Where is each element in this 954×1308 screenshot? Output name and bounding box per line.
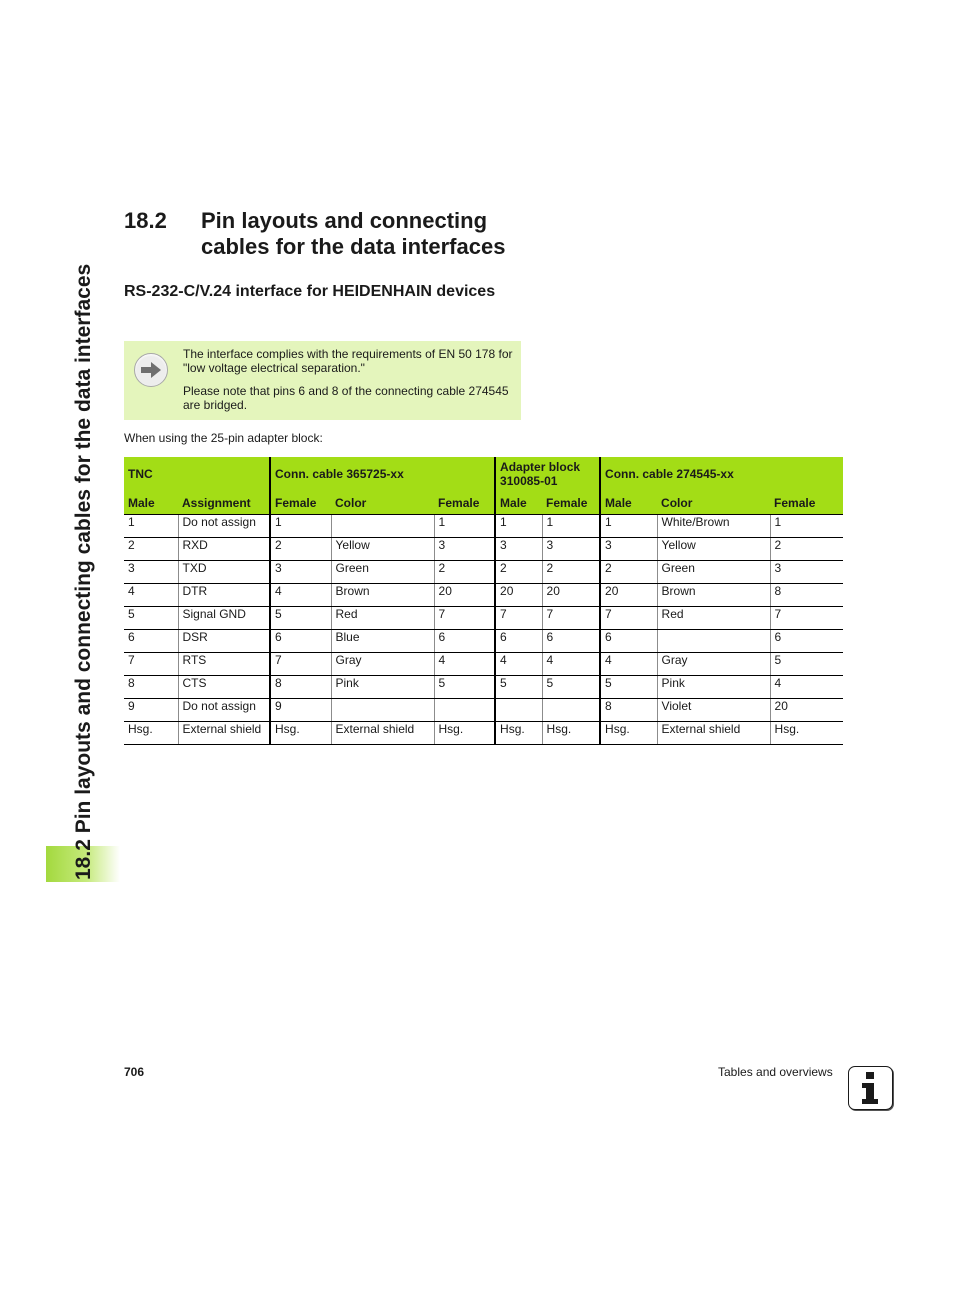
table-cell: Brown — [657, 584, 770, 607]
pin-layout-table — [124, 457, 843, 745]
table-cell: 20 — [495, 584, 542, 607]
table-cell: 7 — [600, 607, 657, 630]
table-cell: Hsg. — [495, 722, 542, 745]
table-cell: 6 — [270, 630, 331, 653]
section-title: RS-232-C/V.24 interface for HEIDENHAIN devices — [124, 283, 496, 300]
table-cell: External shield — [331, 722, 434, 745]
footer-chapter-text: Tables and overviews — [718, 1065, 833, 1079]
column-header: Male — [124, 491, 178, 515]
table-cell: 4 — [542, 653, 600, 676]
table-cell: 2 — [600, 561, 657, 584]
table-cell: 5 — [270, 607, 331, 630]
table-cell: 4 — [600, 653, 657, 676]
table-cell: Red — [657, 607, 770, 630]
table-cell — [434, 699, 495, 722]
table-cell: RTS — [178, 653, 270, 676]
column-header: Male — [600, 491, 657, 515]
table-cell: Green — [331, 561, 434, 584]
table-row — [124, 538, 843, 561]
table-cell: Brown — [331, 584, 434, 607]
table-cell: Hsg. — [600, 722, 657, 745]
table-cell: 2 — [542, 561, 600, 584]
table-cell: 6 — [600, 630, 657, 653]
table-cell: 1 — [495, 515, 542, 538]
group-header-row — [124, 457, 843, 491]
table-cell: Do not assign — [178, 699, 270, 722]
column-header: Color — [657, 491, 770, 515]
column-header: Female — [770, 491, 843, 515]
table-cell: DTR — [178, 584, 270, 607]
table-cell: 7 — [542, 607, 600, 630]
table-cell: 8 — [270, 676, 331, 699]
table-cell: 4 — [434, 653, 495, 676]
note-text — [183, 347, 513, 421]
note-paragraph-2: Please note that pins 6 and 8 of the connecting cable 274545 are bridged. — [183, 384, 509, 412]
table-cell: 5 — [495, 676, 542, 699]
table-cell: 4 — [270, 584, 331, 607]
table-cell: TXD — [178, 561, 270, 584]
table-cell: External shield — [657, 722, 770, 745]
section-number: 18.2 — [124, 208, 167, 233]
table-cell: 6 — [770, 630, 843, 653]
table-cell: DSR — [178, 630, 270, 653]
note-paragraph-1: The interface complies with the requirements of EN 50 178 for "low voltage electrical separation." — [183, 347, 513, 375]
column-header-row — [124, 491, 843, 515]
column-header: Male — [495, 491, 542, 515]
table-cell: Blue — [331, 630, 434, 653]
table-row — [124, 607, 843, 630]
table-cell: 2 — [270, 538, 331, 561]
table-cell: 2 — [495, 561, 542, 584]
column-header: Female — [434, 491, 495, 515]
table-cell: 5 — [542, 676, 600, 699]
page-number: 706 — [124, 1065, 145, 1079]
column-header: Female — [270, 491, 331, 515]
title-line-2: cables for the data interfaces — [201, 234, 506, 259]
table-cell — [495, 699, 542, 722]
group-header-cable-365725: Conn. cable 365725-xx — [270, 457, 495, 491]
table-row — [124, 584, 843, 607]
table-row — [124, 653, 843, 676]
table-row — [124, 630, 843, 653]
table-cell: 6 — [495, 630, 542, 653]
table-cell: Hsg. — [434, 722, 495, 745]
table-cell: 7 — [124, 653, 178, 676]
table-cell: 1 — [434, 515, 495, 538]
table-row — [124, 676, 843, 699]
table-cell: 5 — [770, 653, 843, 676]
column-header: Color — [331, 491, 434, 515]
note-box — [124, 341, 521, 420]
table-cell: Gray — [331, 653, 434, 676]
table-row — [124, 722, 843, 745]
page-title — [124, 208, 684, 260]
table-cell: 1 — [542, 515, 600, 538]
table-cell: 2 — [124, 538, 178, 561]
table-cell: 4 — [770, 676, 843, 699]
table-cell: 8 — [124, 676, 178, 699]
table-cell: Yellow — [657, 538, 770, 561]
column-header: Assignment — [178, 491, 270, 515]
table-cell: Signal GND — [178, 607, 270, 630]
table-cell: Hsg. — [124, 722, 178, 745]
title-line-1: Pin layouts and connecting — [201, 208, 488, 233]
table-cell: 7 — [270, 653, 331, 676]
table-cell: White/Brown — [657, 515, 770, 538]
table-cell: Hsg. — [770, 722, 843, 745]
intro-text: When using the 25-pin adapter block: — [124, 431, 323, 445]
table-cell: 6 — [542, 630, 600, 653]
table-cell: Green — [657, 561, 770, 584]
column-header: Female — [542, 491, 600, 515]
table-cell: 7 — [495, 607, 542, 630]
table-cell: 7 — [770, 607, 843, 630]
table-cell: 9 — [124, 699, 178, 722]
table-cell: 3 — [600, 538, 657, 561]
table-cell: 9 — [270, 699, 331, 722]
table-cell: Pink — [657, 676, 770, 699]
table-cell — [542, 699, 600, 722]
table-cell: 1 — [770, 515, 843, 538]
table-body — [124, 515, 843, 745]
table-cell: 1 — [124, 515, 178, 538]
table-cell: CTS — [178, 676, 270, 699]
table-cell: Red — [331, 607, 434, 630]
table-cell: 8 — [770, 584, 843, 607]
table-cell: External shield — [178, 722, 270, 745]
arrow-right-icon — [134, 353, 168, 387]
table-cell: 3 — [270, 561, 331, 584]
table-cell: Hsg. — [270, 722, 331, 745]
table-cell: 5 — [434, 676, 495, 699]
table-cell: 5 — [124, 607, 178, 630]
table-cell: 2 — [434, 561, 495, 584]
table-cell: 6 — [124, 630, 178, 653]
table-cell: 3 — [542, 538, 600, 561]
table-cell: 1 — [270, 515, 331, 538]
table-cell: 3 — [495, 538, 542, 561]
table-row — [124, 561, 843, 584]
table-cell: Do not assign — [178, 515, 270, 538]
table-cell — [331, 699, 434, 722]
table-cell: 6 — [434, 630, 495, 653]
table-cell: 20 — [600, 584, 657, 607]
table-cell: Pink — [331, 676, 434, 699]
table-cell: 3 — [770, 561, 843, 584]
table-cell: 8 — [600, 699, 657, 722]
table-cell: 2 — [770, 538, 843, 561]
table-cell: 20 — [542, 584, 600, 607]
table-cell: 1 — [600, 515, 657, 538]
table-cell: 3 — [434, 538, 495, 561]
table-cell: RXD — [178, 538, 270, 561]
side-tab-title: 18.2 Pin layouts and connecting cables for the data interfaces — [72, 263, 95, 880]
table-cell: 4 — [495, 653, 542, 676]
group-header-tnc: TNC — [124, 457, 270, 491]
table-row — [124, 699, 843, 722]
table-cell: 4 — [124, 584, 178, 607]
table-cell: Gray — [657, 653, 770, 676]
table-cell: 20 — [434, 584, 495, 607]
group-header-cable-274545: Conn. cable 274545-xx — [600, 457, 843, 491]
table-cell: Yellow — [331, 538, 434, 561]
group-header-adapter-block: Adapter block 310085-01 — [495, 457, 600, 491]
table-cell: 5 — [600, 676, 657, 699]
info-icon — [848, 1066, 893, 1110]
table-cell: 7 — [434, 607, 495, 630]
table-row — [124, 515, 843, 538]
table-cell: Hsg. — [542, 722, 600, 745]
table-cell: Violet — [657, 699, 770, 722]
table-cell — [657, 630, 770, 653]
table-cell: 3 — [124, 561, 178, 584]
table-cell: 20 — [770, 699, 843, 722]
table-cell — [331, 515, 434, 538]
